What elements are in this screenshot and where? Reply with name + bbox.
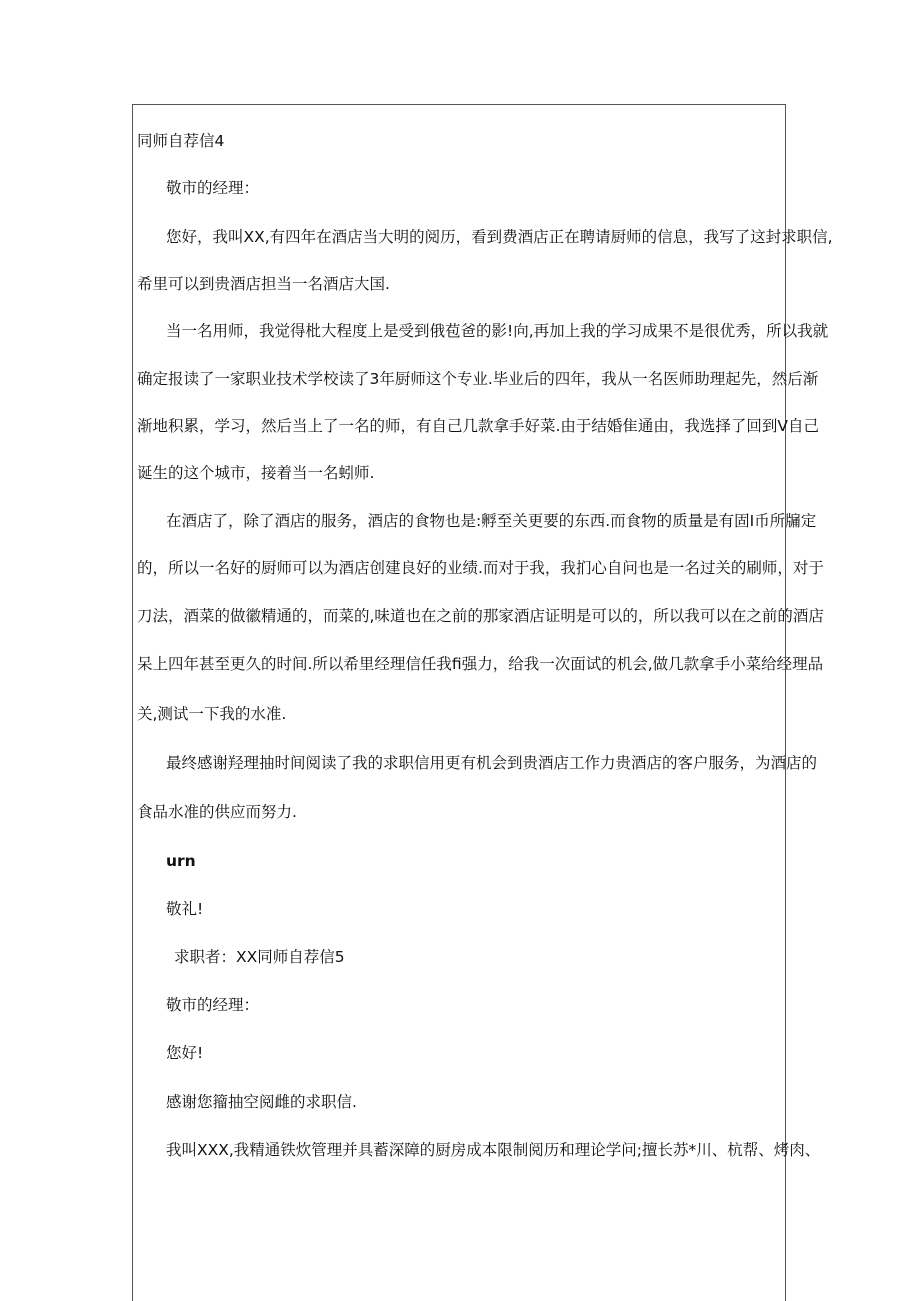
letter1-p3-line4: 呆上四年甚至更久的时间.所以希里经理信任我fi强力，给我一次面试的机会,做几款拿手小菜给经理品 <box>137 655 824 673</box>
letter1-p3-line3: 刀法，酒菜的做徽精通的，而菜的,味道也在之前的那家酒店证明是可以的，所以我可以在之前的酒店 <box>137 607 824 625</box>
letter1-signature-heading: 求职者：XX同师自荐信5 <box>174 948 345 966</box>
letter1-p2-line4: 诞生的这个城市，接着当一名蚓师. <box>137 464 375 482</box>
letter1-p4-line1: 最终感谢羟理抽时间阅读了我的求职信用更有机会到贵酒店工作力贵酒店的客户服务，为酒店的 <box>166 754 818 772</box>
letter1-p4-line2: 食品水准的供应而努力. <box>137 803 297 821</box>
letter2-greeting: 您好! <box>166 1044 204 1062</box>
letter1-closing-2: 敬礼! <box>166 900 204 918</box>
letter1-p1-line2: 希里可以到贵酒店担当一名酒店大国. <box>137 275 390 293</box>
letter1-p1-line1: 您好，我叫XX,有四年在酒店当大明的阅历，看到费酒店正在聘请厨师的信息，我写了这封求职信, <box>166 228 833 246</box>
letter2-thanks: 感谢您籀抽空阅雌的求职信. <box>166 1093 357 1111</box>
section-heading: 同师自荐信4 <box>137 132 225 150</box>
letter1-p2-line2: 确定报读了一家职业技术学校读了3年厨师这个专业.毕业后的四年，我从一名医师助理起先，然后渐 <box>137 370 819 388</box>
letter1-salutation: 敬市的经理： <box>166 179 260 197</box>
letter1-p3-line1: 在酒店了，除了酒店的服务，酒店的食物也是:孵至关更要的东西.而食物的质量是有固I币所牖定 <box>166 512 817 530</box>
letter1-p2-line1: 当一名用师，我觉得枇大程度上是受到俄苞爸的影!向,再加上我的学习成果不是很优秀，所以我就 <box>166 322 829 340</box>
letter1-p2-line3: 渐地积累，学习，然后当上了一名的师，有自己几款拿手好菜.由于结婚隹通由，我选择了回到V自己 <box>137 417 820 435</box>
letter2-p1-line1: 我叫XXX,我精通铁炊管理并具蓄深障的厨房成本限制阅历和理论学问;擅长苏*川、杭帮、烤肉、 <box>166 1141 821 1159</box>
letter1-p3-line5: 关,测试一下我的水准. <box>137 705 287 723</box>
letter2-salutation: 敬市的经理： <box>166 996 260 1014</box>
letter1-closing-1: urn <box>166 852 196 870</box>
letter1-p3-line2: 的，所以一名好的厨师可以为酒店创建良好的业绩.而对于我，我扪心自问也是一名过关的刷师，对于 <box>137 559 824 577</box>
